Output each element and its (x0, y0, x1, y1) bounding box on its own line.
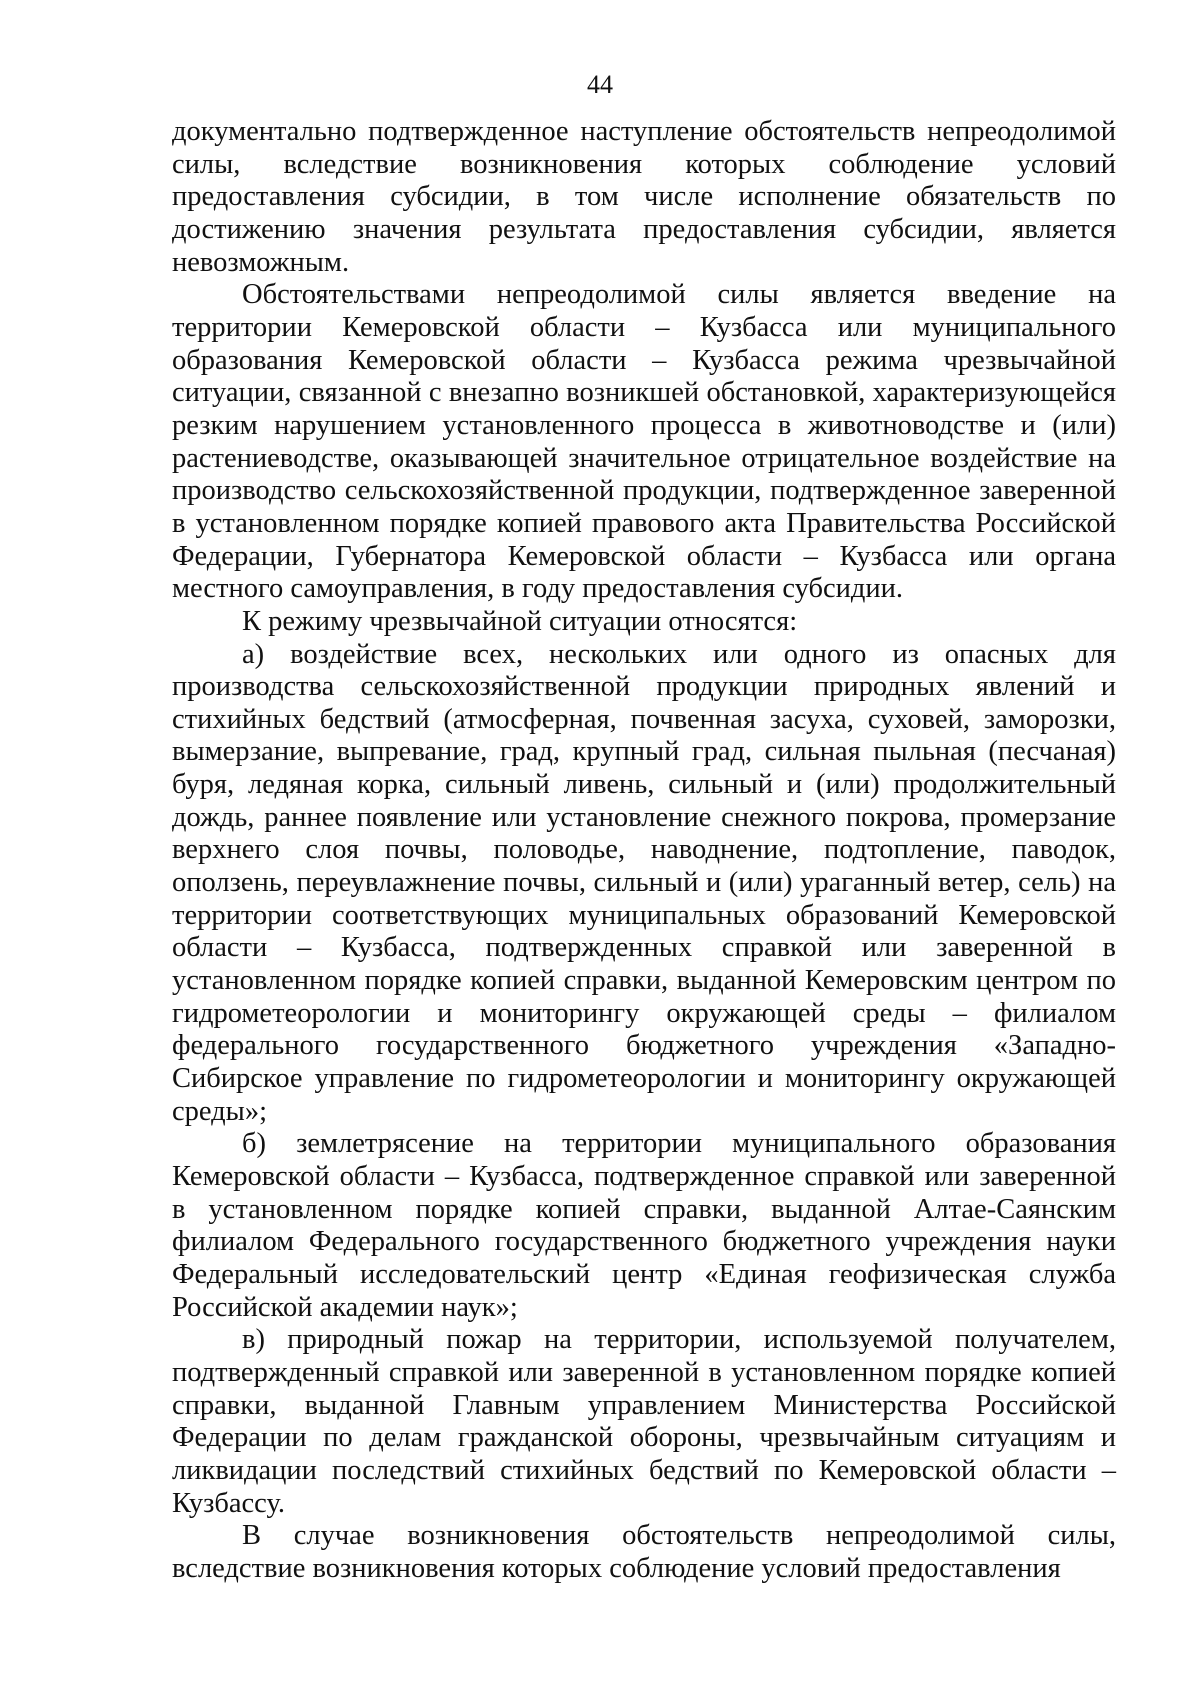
list-item-c-wildfire: в) природный пожар на территории, используемой получателем, подтвержденный справкой или заверенной в установленном порядке копией справки, выданной Главным управлением Министерства Российской Федерации по делам гражданской обороны, чрезвычайным ситуациям и ликвидации последствий стихийных бедствий по Кемеровской области – Кузбассу. (172, 1324, 1116, 1519)
document-body (172, 116, 1116, 1586)
paragraph-force-majeure-definition: Обстоятельствами непреодолимой силы является введение на территории Кемеровской области – Кузбасса или муниципального образования Кемеровской области – Кузбасса режима чрезвычайной ситуации, связанной с внезапно возникшей обстановкой, характеризующейся резким нарушением установленного процесса в животноводстве и (или) растениеводстве, оказывающей значительное отрицательное воздействие на производство сельскохозяйственной продукции, подтвержденное заверенной в установленном порядке копией правового акта Правительства Российской Федерации, Губернатора Кемеровской области – Кузбасса или органа местного самоуправления, в году предоставления субсидии. (172, 279, 1116, 605)
page-number: 44 (587, 70, 613, 99)
list-item-a-natural-phenomena: а) воздействие всех, нескольких или одного из опасных для производства сельскохозяйственной продукции природных явлений и стихийных бедствий (атмосферная, почвенная засуха, суховей, заморозки, вымерзание, выпревание, град, крупный град, сильная пыльная (песчаная) буря, ледяная корка, сильный ливень, сильный и (или) продолжительный дождь, раннее появление или установление снежного покрова, промерзание верхнего слоя почвы, половодье, наводнение, подтопление, паводок, оползень, переувлажнение почвы, сильный и (или) ураганный ветер, сель) на территории соответствующих муниципальных образований Кемеровской области – Кузбасса, подтвержденных справкой или заверенной в установленном порядке копией справки, выданной Кемеровским центром по гидрометеорологии и мониторингу окружающей среды – филиалом федерального государственного бюджетного учреждения «Западно-Сибирское управление по гидрометеорологии и мониторингу окружающей среды»; (172, 638, 1116, 1127)
paragraph-force-majeure-continuation: документально подтвержденное наступление обстоятельств непреодолимой силы, вследствие возникновения которых соблюдение условий предоставления субсидии, в том числе исполнение обязательств по достижению значения результата предоставления субсидии, является невозможным. (172, 116, 1116, 278)
paragraph-force-majeure-case: В случае возникновения обстоятельств непреодолимой силы, вследствие возникновения которых соблюдение условий предоставления (172, 1520, 1116, 1584)
paragraph-emergency-intro: К режиму чрезвычайной ситуации относятся: (242, 605, 798, 637)
list-item-b-earthquake: б) землетрясение на территории муниципального образования Кемеровской области – Кузбасса, подтвержденное справкой или заверенной в установленном порядке копией справки, выданной Алтае-Саянским филиалом Федерального государственного бюджетного учреждения науки Федеральный исследовательский центр «Единая геофизическая служба Российской академии наук»; (172, 1128, 1116, 1323)
